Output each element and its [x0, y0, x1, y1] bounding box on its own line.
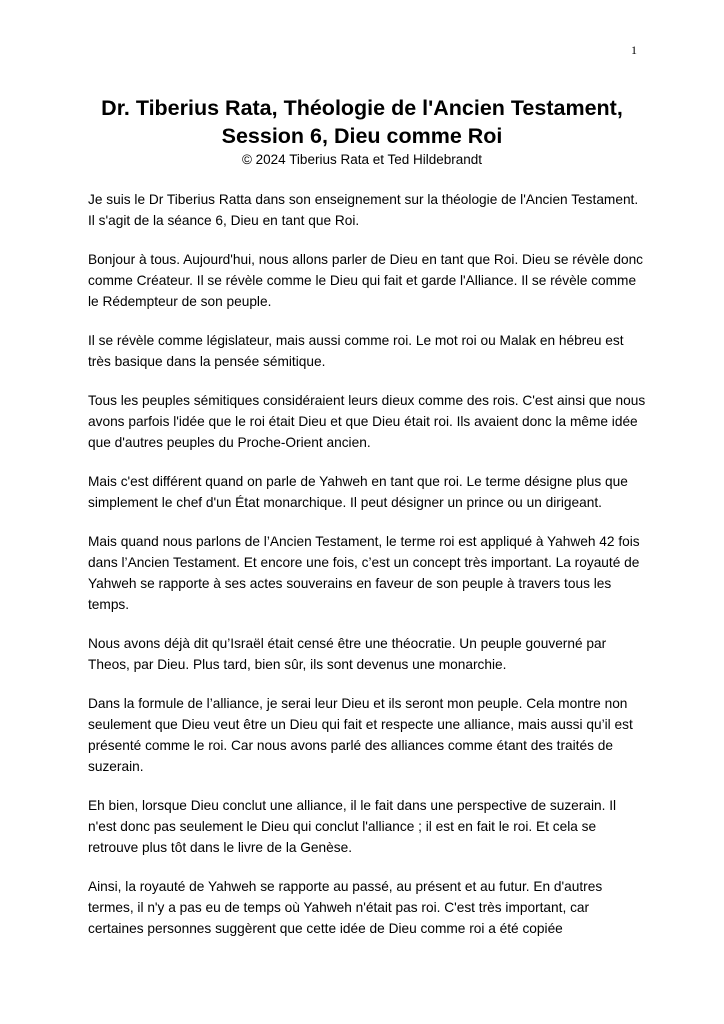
- paragraph: Eh bien, lorsque Dieu conclut une alliance, il le fait dans une perspective de suzerain. Il n'est donc pas seulement le Dieu qui conclut l'alliance ; il est en fait le roi. Et cela se retrouve plus tôt dans le livre de la Genèse.: [88, 798, 617, 855]
- paragraph: Il se révèle comme législateur, mais aussi comme roi. Le mot roi ou Malak en hébreu est très basique dans la pensée sémitique.: [88, 333, 624, 369]
- paragraph: Bonjour à tous. Aujourd'hui, nous allons parler de Dieu en tant que Roi. Dieu se révèle donc comme Créateur. Il se révèle comme le Dieu qui fait et garde l'Alliance. Il se révèle comme le Rédempteur de son peuple.: [88, 252, 644, 309]
- paragraph: Nous avons déjà dit qu’Israël était censé être une théocratie. Un peuple gouverné par Theos, par Dieu. Plus tard, bien sûr, ils sont devenus une monarchie.: [88, 636, 607, 672]
- page-number: 1: [631, 43, 637, 57]
- document-title-line-1: Dr. Tiberius Rata, Théologie de l'Ancien Testament,: [101, 96, 623, 120]
- paragraph: Tous les peuples sémitiques considéraient leurs dieux comme des rois. C'est ainsi que nous avons parfois l'idée que le roi était Dieu et que Dieu était roi. Ils avaient donc la même idée que d'autres peuples du Proche-Orient ancien.: [88, 393, 646, 450]
- paragraph: Mais quand nous parlons de l’Ancien Testament, le terme roi est appliqué à Yahweh 42 fois dans l’Ancien Testament. Et encore une fois, c’est un concept très important. La royauté de Yahweh se rapporte à ses actes souverains en faveur de son peuple à travers tous les temps.: [88, 534, 640, 612]
- paragraph: Mais c'est différent quand on parle de Yahweh en tant que roi. Le terme désigne plus que simplement le chef d'un État monarchique. Il peut désigner un prince ou un dirigeant.: [88, 474, 628, 510]
- paragraph: Je suis le Dr Tiberius Ratta dans son enseignement sur la théologie de l'Ancien Testament. Il s'agit de la séance 6, Dieu en tant que Roi.: [88, 192, 639, 228]
- copyright-notice: © 2024 Tiberius Rata et Ted Hildebrandt: [241, 152, 483, 167]
- paragraph: Dans la formule de l’alliance, je serai leur Dieu et ils seront mon peuple. Cela montre non seulement que Dieu veut être un Dieu qui fait et respecte une alliance, mais aussi qu’il est présenté comme le roi. Car nous avons parlé des alliances comme étant des traités de suzerain.: [88, 696, 633, 774]
- document-title-line-2: Session 6, Dieu comme Roi: [221, 124, 503, 148]
- document-header: [40, 94, 684, 169]
- document-body: [88, 189, 648, 957]
- paragraph: Ainsi, la royauté de Yahweh se rapporte au passé, au présent et au futur. En d'autres termes, il n'y a pas eu de temps où Yahweh n'était pas roi. C'est très important, car certaines personnes suggèrent que cette idée de Dieu comme roi a été copiée: [88, 879, 603, 936]
